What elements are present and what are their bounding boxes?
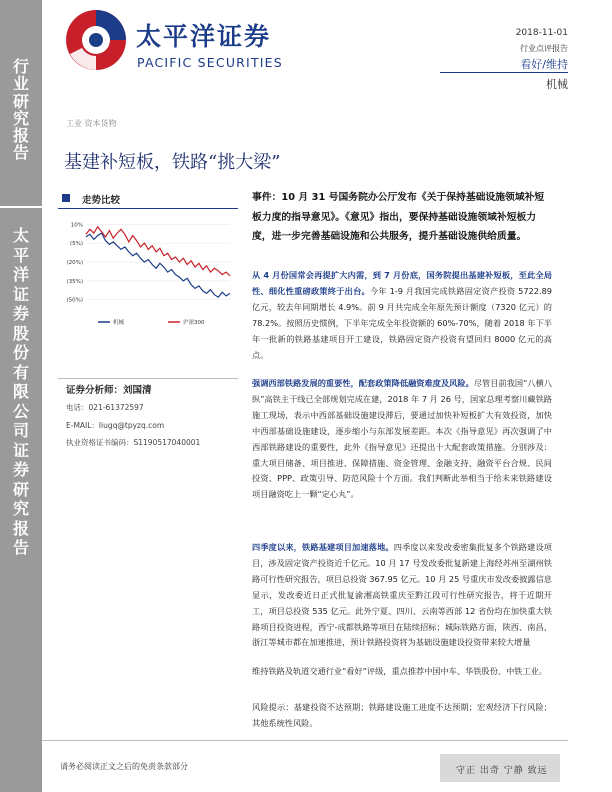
- trend-chart: [58, 212, 238, 332]
- paragraph-1-body: 今年 1-9 月我国完成铁路固定资产投资 5722.89 亿元，较去年同期增长 4.9%。前 9 月共完成全年原先预计额度（7320 亿元）的 78.2%。按照历史惯例，下半年完成全年投资额的 60%-70%，随着 2018 年下半年一批新的铁路基建项目开工建设，铁路固定资产投资有望回归 8000 亿元的高点。: [252, 285, 552, 360]
- event-summary: 事件：10 月 31 号国务院办公厅发布《关于保持基础设施领域补短板力度的指导意见》。《意见》指出，要保持基础设施领域补短板力度，进一步完善基础设施和公共服务，提升基础设施供给质量。: [252, 192, 545, 243]
- risk-warning: 风险提示：基建投资不达预期；铁路建设施工进度不达预期；宏观经济下行风险；其他系统性风险。: [252, 702, 552, 728]
- trend-rule: [58, 208, 238, 209]
- legend-label: 机械: [113, 320, 125, 326]
- sidebar-top-label: 行 业 研 究 报 告: [12, 57, 29, 163]
- y-tick-label: 10%: [70, 222, 83, 229]
- company-logo-icon: [64, 8, 128, 72]
- brand-name-en: PACIFIC SECURITIES: [137, 55, 283, 70]
- page-title: 基建补短板，铁路“挑大梁”: [64, 152, 281, 173]
- breadcrumb: 工业 资本货物: [66, 119, 117, 128]
- report-type: 行业点评报告: [520, 44, 568, 53]
- paragraph-4: 维持铁路及轨道交通行业“看好”评级，重点推荐中国中车、华铁股份、中铁工业。: [252, 666, 548, 676]
- y-tick-label: (20%): [66, 260, 83, 266]
- paragraph-3: [252, 540, 552, 651]
- company-motto: 守正 出奇 宁静 致远: [456, 766, 548, 776]
- series-line-1: [86, 227, 230, 276]
- paragraph-2-body: 尽管目前我国“八横八纵”高铁主干线已全部规划完成在建，2018 年 7 月 26 号，国家总理考察川藏铁路施工现场，表示中西部基础设施建设滞后，要通过加快补短板扩大有效投资，加快中西部基础设施建设，逐步缩小与东部发展差距。本次《指导意见》再次强调了中西部铁路建设的重要性，此外《指导意见》还提出十大配套政策措施。分别涉及：重大项目储备、项目推进、保障措施、资金管理、金融支持、融资平台合规、民间投资、PPP、政策引导、防范风险十个方面。我们判断此举相当于给未来铁路建设项目融资吃上一颗“定心丸”。: [252, 378, 552, 500]
- trend-heading: 走势比较: [82, 195, 121, 206]
- section-marker: [62, 194, 70, 202]
- brand-name-cn: 太平洋证券: [136, 22, 272, 51]
- sidebar-bottom-label: 太 平 洋 证 券 股 份 有 限 公 司 证 券 研 究 报 告: [12, 226, 29, 558]
- sector-label: 机械: [546, 78, 568, 91]
- footer-rule: [42, 740, 568, 741]
- header-rule: [440, 72, 568, 73]
- analyst-cert: 执业资格证书编码：S1190517040001: [66, 438, 201, 447]
- paragraph-1: [252, 268, 552, 363]
- paragraph-3-body: 四季度以来发改委密集批复多个铁路建设项目，涉及固定资产投资近千亿元。10 月 17 号发改委批复新建上海经苏州至湖州铁路可行性研究报告，项目总投资 367.95 亿元。10 月 25 号重庆市发改委披露信息显示，发改委近日正式批复渝湘高铁重庆至黔江段可行性研究报告，将于近期开工，项目总投资 535 亿元。此外宁夏、四川、云南等西部 12 省份均在加快重大铁路项目投资进程，西宁-成都铁路等项目在陆续招标；城际铁路方面，陕西、南昌、浙江等城市都在加速推进，预计铁路投资将为基础设施建设投资带来较大增量: [252, 542, 552, 648]
- disclaimer-note: 请务必阅读正文之后的免责条款部分: [60, 762, 188, 771]
- analyst-phone: 电话：021-61372597: [66, 403, 144, 412]
- paragraph-3-lead: 四季度以来，铁路基建项目加速落地。: [252, 542, 394, 552]
- y-tick-label: (50%): [66, 297, 83, 304]
- y-tick-label: (5%): [69, 241, 83, 248]
- legend-label: 沪深300: [183, 320, 205, 326]
- rating-label: 看好/维持: [520, 58, 568, 71]
- report-date: 2018-11-01: [515, 28, 568, 38]
- analyst-email[interactable]: E-MAIL：liugq@tpyzq.com: [66, 421, 165, 430]
- y-tick-label: (35%): [66, 278, 83, 285]
- analyst-rule: [58, 378, 238, 379]
- paragraph-2-lead: 强调西部铁路发展的重要性，配套政策降低融资难度及风险。: [252, 378, 474, 388]
- analyst-name: 证券分析师：刘国清: [66, 385, 152, 396]
- sidebar-divider: [0, 206, 42, 208]
- paragraph-2: [252, 376, 552, 503]
- series-line-0: [86, 233, 230, 297]
- paragraph-1-lead: 从 4 月份国常会再提扩大内需，到 7 月份底，国务院提出基建补短板，至此全局性、细化性重磅政策终于出台。: [252, 270, 552, 296]
